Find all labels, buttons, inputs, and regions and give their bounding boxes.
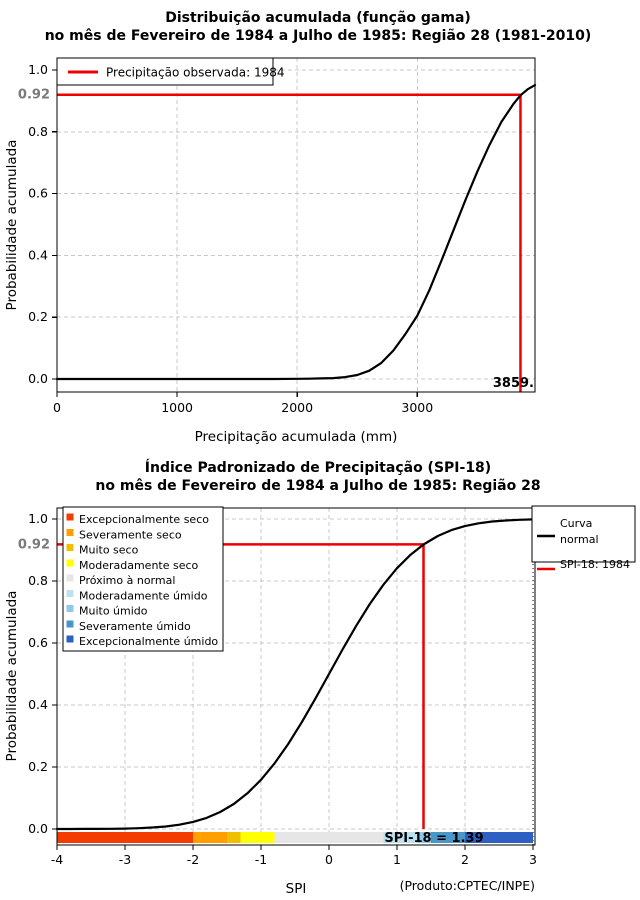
y-tick-label: 0.2 (28, 309, 48, 325)
legend-label: normal (560, 533, 599, 546)
category-label: Excepcionalmente úmido (79, 635, 219, 648)
category-label: Próximo à normal (79, 574, 176, 587)
legend-label: SPI-18: 1984 (560, 558, 631, 571)
y-tick-label: 1.0 (28, 511, 48, 526)
y-tick-label: 0.8 (28, 123, 48, 139)
category-label: Severamente úmido (79, 619, 191, 633)
x-tick-label: 0 (53, 400, 61, 415)
category-swatch (67, 605, 74, 612)
y-tick-label: 1.0 (28, 62, 48, 77)
chart-title: Distribuição acumulada (função gama) (165, 10, 471, 26)
x-tick-label: 3 (529, 852, 537, 867)
x-tick-label: -4 (50, 852, 64, 867)
category-label: Moderadamente úmido (79, 589, 208, 603)
plot-area (18, 58, 535, 415)
y-tick-label: 0.0 (28, 371, 48, 386)
y-tick-label: 0.8 (28, 573, 48, 588)
probability-annotation: 0.92 (17, 537, 50, 553)
category-label: Severamente seco (79, 528, 182, 542)
category-label: Excepcionalmente seco (79, 513, 209, 526)
x-axis-label: Precipitação acumulada (mm) (194, 429, 398, 445)
x-tick-label: 2 (461, 852, 469, 867)
cdf-curve (57, 85, 535, 379)
category-swatch (67, 620, 74, 627)
x-tick-label: 1 (393, 852, 401, 867)
spi-category-band (241, 832, 275, 843)
x-tick-label: 3000 (401, 400, 434, 415)
category-swatch (67, 529, 74, 536)
y-tick-label: 0.6 (28, 635, 48, 650)
spi-category-band (227, 832, 241, 843)
x-tick-label: -2 (186, 852, 200, 867)
category-swatch (67, 575, 74, 582)
legend-label: Curva (560, 517, 593, 530)
spi-category-band (275, 832, 384, 843)
x-tick-label: -1 (254, 852, 268, 867)
y-tick-label: 0.0 (28, 821, 48, 836)
spi-category-band (57, 832, 193, 843)
category-swatch (67, 590, 74, 597)
y-axis-label: Probabilidade acumulada (4, 590, 20, 762)
x-tick-label: 0 (325, 852, 333, 867)
legend-label: Precipitação observada: 1984 (106, 65, 285, 80)
spi-category-band (193, 832, 227, 843)
category-label: Muito úmido (79, 604, 148, 618)
x-tick-label: 1000 (161, 400, 194, 415)
probability-annotation: 0.92 (17, 87, 50, 103)
category-label: Moderadamente seco (79, 558, 199, 572)
plot-border (57, 58, 535, 392)
category-swatch (67, 559, 74, 566)
category-swatch (67, 636, 74, 643)
x-tick-label: 2000 (281, 400, 314, 415)
category-swatch (67, 514, 74, 521)
chart-title: Índice Padronizado de Precipitação (SPI-18) (144, 460, 492, 476)
y-tick-label: 0.6 (28, 185, 48, 201)
category-swatch (67, 544, 74, 551)
y-tick-label: 0.2 (28, 759, 48, 774)
x-axis-label: SPI (285, 881, 307, 897)
spi-chart (0, 450, 640, 900)
chart-subtitle: no mês de Fevereiro de 1984 a Julho de 1985: Região 28 (1981-2010) (44, 28, 592, 44)
y-tick-label: 0.4 (28, 247, 48, 263)
producer-note: (Produto:CPTEC/INPE) (399, 878, 535, 893)
chart-subtitle: no mês de Fevereiro de 1984 a Julho de 1985: Região 28 (95, 478, 541, 494)
category-label: Muito seco (79, 543, 139, 557)
precipitation-annotation: 3859. (492, 376, 534, 391)
y-tick-label: 0.4 (28, 697, 48, 712)
y-axis-label: Probabilidade acumulada (4, 139, 20, 311)
spi-value-annotation: SPI-18 = 1.39 (384, 831, 484, 846)
x-tick-label: -3 (118, 852, 132, 867)
plot-area (18, 506, 635, 867)
